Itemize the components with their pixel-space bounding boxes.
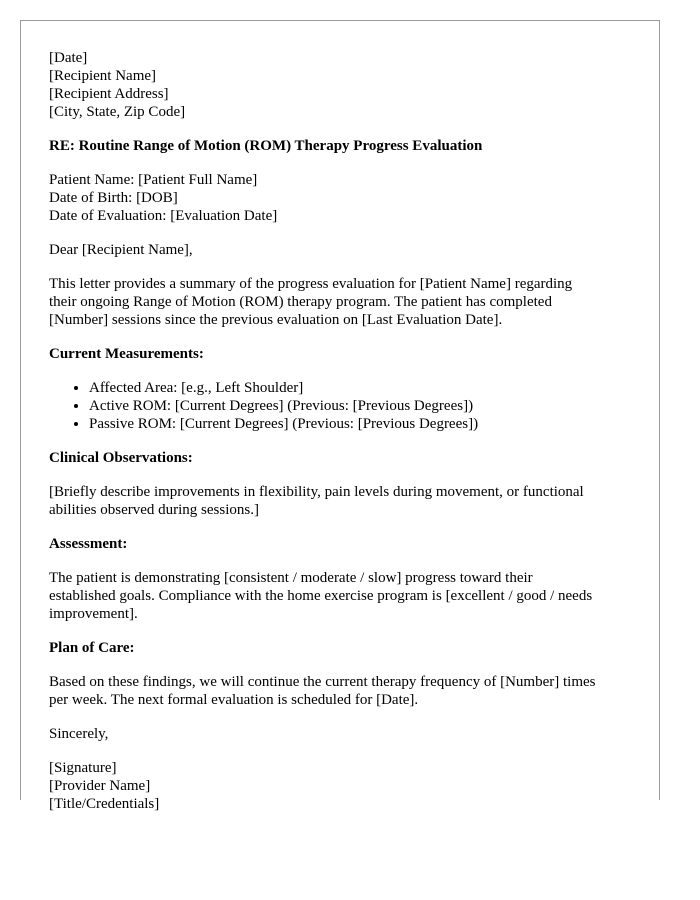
- letter-date: [Date]: [49, 50, 88, 66]
- section-heading-measurements: Current Measurements:: [49, 346, 204, 362]
- observations-line: [Briefly describe improvements in flexibility, pain levels during movement, or functional: [49, 484, 584, 500]
- assessment-paragraph: [49, 569, 641, 623]
- patient-info: [49, 171, 641, 225]
- measurements-list: [49, 379, 641, 433]
- recipient-name: [Recipient Name]: [49, 68, 157, 84]
- plan-line: Based on these findings, we will continue the current therapy frequency of [Number] times: [49, 674, 596, 690]
- recipient-address: [Recipient Address]: [49, 86, 169, 102]
- subject-line: RE: Routine Range of Motion (ROM) Therapy Progress Evaluation: [49, 138, 483, 154]
- assessment-line: established goals. Compliance with the home exercise program is [excellent / good / needs: [49, 588, 593, 604]
- letter-page: [20, 20, 660, 812]
- patient-dob: Date of Birth: [DOB]: [49, 190, 178, 206]
- signature-block: [49, 759, 641, 813]
- list-item: • Active ROM: [Current Degrees] (Previous: [Previous Degrees]): [89, 397, 641, 415]
- assessment-line: The patient is demonstrating [consistent / moderate / slow] progress toward their: [49, 570, 533, 586]
- section-heading-plan: Plan of Care:: [49, 640, 135, 656]
- evaluation-date: Date of Evaluation: [Evaluation Date]: [49, 208, 278, 224]
- address-block: [49, 49, 641, 121]
- patient-name: Patient Name: [Patient Full Name]: [49, 172, 258, 188]
- section-heading-observations: Clinical Observations:: [49, 450, 193, 466]
- intro-line: their ongoing Range of Motion (ROM) therapy program. The patient has completed: [49, 294, 552, 310]
- signature: [Signature]: [49, 760, 117, 776]
- provider-name: [Provider Name]: [49, 778, 151, 794]
- plan-line: per week. The next formal evaluation is scheduled for [Date].: [49, 692, 419, 708]
- observations-paragraph: [49, 483, 641, 519]
- list-item: • Passive ROM: [Current Degrees] (Previous: [Previous Degrees]): [89, 415, 641, 433]
- intro-paragraph: [49, 275, 641, 329]
- recipient-city-state-zip: [City, State, Zip Code]: [49, 104, 186, 120]
- section-heading-assessment: Assessment:: [49, 536, 128, 552]
- assessment-line: improvement].: [49, 606, 138, 622]
- list-item: • Affected Area: [e.g., Left Shoulder]: [89, 379, 641, 397]
- intro-line: This letter provides a summary of the progress evaluation for [Patient Name] regarding: [49, 276, 573, 292]
- plan-paragraph: [49, 673, 641, 709]
- provider-title-credentials: [Title/Credentials]: [49, 796, 160, 812]
- intro-line: [Number] sessions since the previous evaluation on [Last Evaluation Date].: [49, 312, 503, 328]
- closing: Sincerely,: [49, 726, 109, 742]
- salutation: Dear [Recipient Name],: [49, 242, 193, 258]
- observations-line: abilities observed during sessions.]: [49, 502, 259, 518]
- letter-body: [49, 49, 641, 813]
